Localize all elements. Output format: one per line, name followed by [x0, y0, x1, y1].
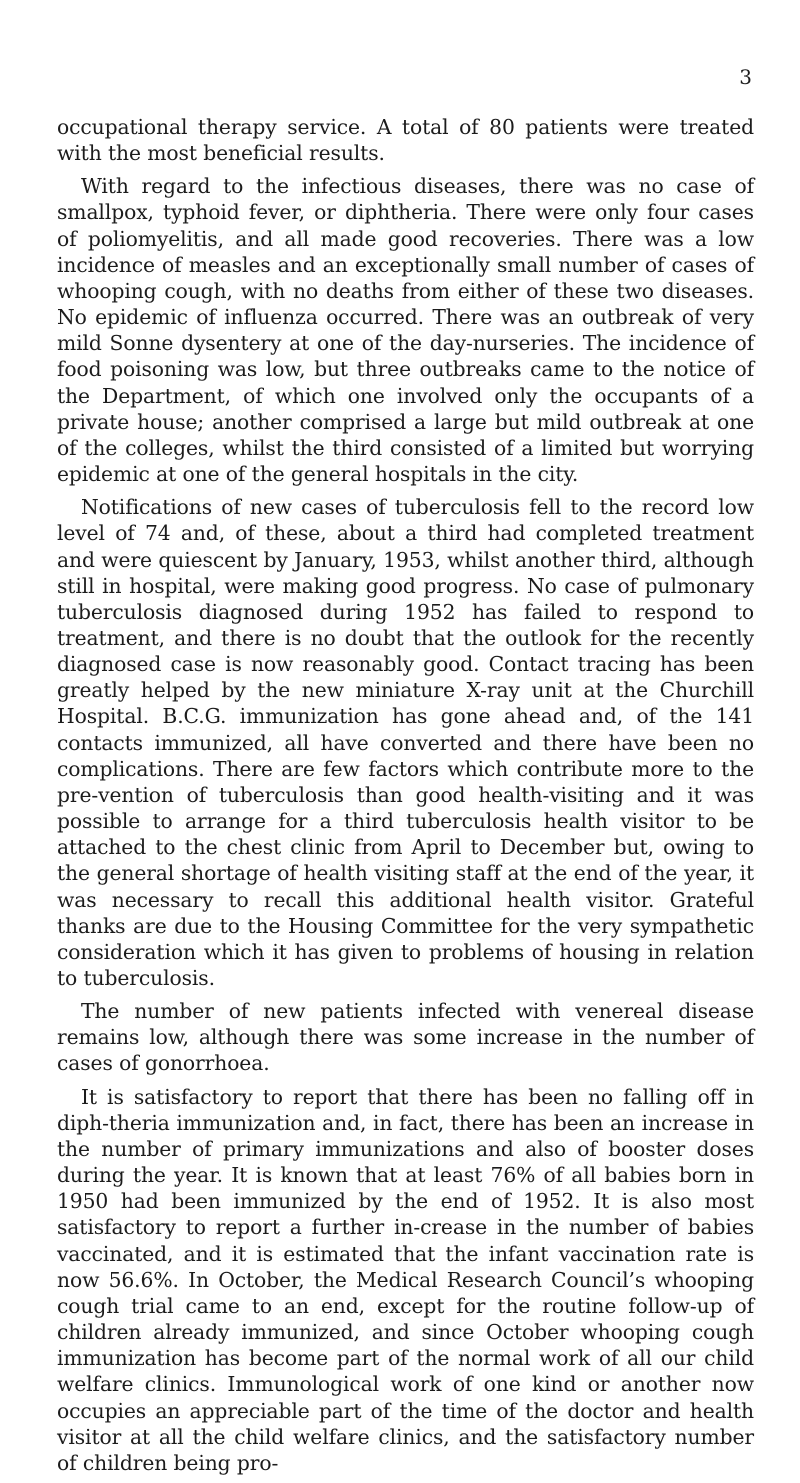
paragraph-venereal-disease: The number of new patients infected with venereal disease remains low, although there was some increase in the number of cases of gonorrhoea. — [57, 999, 754, 1076]
paragraph-infectious-diseases: With regard to the infectious diseases, there was no case of smallpox, typhoid fever, or diphtheria. There were only four cases of poliomyelitis, and all made good recoveries. There was a low incidence of measles and an exceptionally small number of cases of whooping cough, with no deaths from either of these two diseases. No epidemic of influenza occurred. There was an outbreak of very mild Sonne dysentery at one of the day-nurseries. The incidence of food poisoning was low, but three outbreaks came to the notice of the Department, of which one involved only the occupants of a private house; another comprised a large but mild outbreak at one of the colleges, whilst the third consisted of a limited but worrying epidemic at one of the general hospitals in the city. — [57, 174, 754, 487]
paragraph-immunization: It is satisfactory to report that there has been no falling off in diph-theria immunization and, in fact, there has been an increase in the number of primary immunizations and also of booster doses during the year. It is known that at least 76% of all babies born in 1950 had been immunized by the end of 1952. It is also most satisfactory to report a further in-crease in the number of babies vaccinated, and it is estimated that the infant vaccination rate is now 56.6%. In October, the Medical Research Council’s whooping cough trial came to an end, except for the routine follow-up of children already immunized, and since October whooping cough immunization has become part of the normal work of all our child welfare clinics. Immunological work of one kind or another now occupies an appreciable part of the time of the doctor and health visitor at all the child welfare clinics, and the satisfactory number of children being pro- — [57, 1084, 754, 1475]
paragraph-occupational-therapy: occupational therapy service. A total of 80 patients were treated with the most beneficial results. — [57, 115, 754, 166]
paragraph-tuberculosis: Notifications of new cases of tuberculosis fell to the record low level of 74 and, of these, about a third had completed treatment and were quiescent by January, 1953, whilst another third, although still in hospital, were making good progress. No case of pulmonary tuberculosis diagnosed during 1952 has failed to respond to treatment, and there is no doubt that the outlook for the recently diagnosed case is now reasonably good. Contact tracing has been greatly helped by the new miniature X-ray unit at the Churchill Hospital. B.C.G. immunization has gone ahead and, of the 141 contacts immunized, all have converted and there have been no complications. There are few factors which contribute more to the pre-vention of tuberculosis than good health-visiting and it was possible to arrange for a third tuberculosis health visitor to be attached to the chest clinic from April to December but, owing to the general shortage of health visiting staff at the end of the year, it was necessary to recall this additional health visitor. Grateful thanks are due to the Housing Committee for the very sympathetic consideration which it has given to problems of housing in relation to tuberculosis. — [57, 495, 754, 990]
body-text — [57, 114, 754, 1483]
page-number: 3 — [739, 65, 752, 89]
